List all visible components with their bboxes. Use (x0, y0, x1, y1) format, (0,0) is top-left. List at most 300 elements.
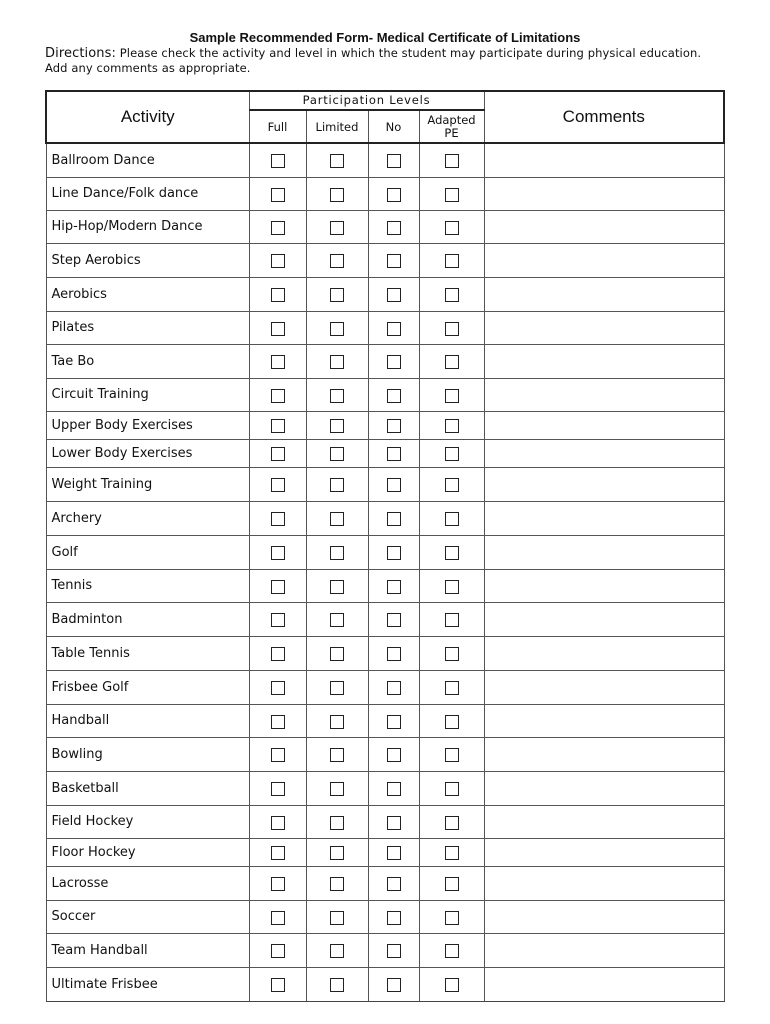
checkbox-limited[interactable] (330, 748, 344, 762)
table-row (46, 771, 724, 805)
table-row (46, 967, 724, 1001)
comments-cell[interactable] (484, 177, 724, 210)
checkbox-no[interactable] (387, 846, 401, 860)
activity-table (45, 90, 725, 1002)
comments-cell[interactable] (484, 344, 724, 378)
activity-name: Golf (46, 535, 249, 569)
level-cell-no (368, 378, 419, 411)
level-cell-no (368, 602, 419, 636)
comments-cell[interactable] (484, 933, 724, 967)
level-cell-adapted-pe (419, 501, 484, 535)
checkbox-no[interactable] (387, 389, 401, 403)
level-cell-no (368, 535, 419, 569)
level-cell-adapted-pe (419, 866, 484, 900)
level-cell-full (249, 535, 306, 569)
checkbox-no[interactable] (387, 288, 401, 302)
checkbox-limited[interactable] (330, 512, 344, 526)
level-limited-header: Limited (306, 110, 368, 143)
checkbox-limited[interactable] (330, 782, 344, 796)
checkbox-no[interactable] (387, 355, 401, 369)
directions-text: Please check the activity and level in which the student may participate during physical education. Add any comments as appropriate. (45, 46, 702, 75)
level-cell-full (249, 866, 306, 900)
table-row (46, 411, 724, 439)
adapted-pe-label: Adapted PE (427, 112, 476, 140)
activity-name: Tennis (46, 569, 249, 602)
checkbox-limited[interactable] (330, 546, 344, 560)
checkbox-adapted-pe[interactable] (445, 846, 459, 860)
comments-cell[interactable] (484, 439, 724, 467)
checkbox-no[interactable] (387, 512, 401, 526)
checkbox-full[interactable] (271, 188, 285, 202)
checkbox-full[interactable] (271, 254, 285, 268)
comments-cell[interactable] (484, 569, 724, 602)
activity-name: Team Handball (46, 933, 249, 967)
activity-name: Bowling (46, 737, 249, 771)
checkbox-full[interactable] (271, 944, 285, 958)
level-cell-limited (306, 967, 368, 1001)
checkbox-no[interactable] (387, 911, 401, 925)
level-cell-full (249, 602, 306, 636)
checkbox-full[interactable] (271, 715, 285, 729)
level-cell-adapted-pe (419, 439, 484, 467)
comments-cell[interactable] (484, 636, 724, 670)
checkbox-adapted-pe[interactable] (445, 512, 459, 526)
checkbox-limited[interactable] (330, 389, 344, 403)
checkbox-adapted-pe[interactable] (445, 419, 459, 433)
checkbox-adapted-pe[interactable] (445, 681, 459, 695)
level-cell-full (249, 467, 306, 501)
table-row (46, 805, 724, 838)
checkbox-no[interactable] (387, 877, 401, 891)
checkbox-adapted-pe[interactable] (445, 816, 459, 830)
activity-name: Tae Bo (46, 344, 249, 378)
level-cell-no (368, 467, 419, 501)
level-adapted-pe-header (419, 110, 484, 143)
table-row (46, 311, 724, 344)
checkbox-no[interactable] (387, 254, 401, 268)
checkbox-adapted-pe[interactable] (445, 647, 459, 661)
table-row (46, 177, 724, 210)
level-cell-limited (306, 670, 368, 704)
level-cell-no (368, 900, 419, 933)
level-cell-adapted-pe (419, 602, 484, 636)
checkbox-adapted-pe[interactable] (445, 389, 459, 403)
level-cell-limited (306, 210, 368, 243)
directions (45, 46, 725, 76)
level-cell-full (249, 569, 306, 602)
comments-cell[interactable] (484, 805, 724, 838)
activity-name: Ultimate Frisbee (46, 967, 249, 1001)
level-cell-limited (306, 311, 368, 344)
activity-name: Badminton (46, 602, 249, 636)
checkbox-limited[interactable] (330, 816, 344, 830)
checkbox-no[interactable] (387, 188, 401, 202)
level-cell-full (249, 771, 306, 805)
table-row (46, 602, 724, 636)
level-cell-full (249, 805, 306, 838)
level-cell-full (249, 501, 306, 535)
level-cell-limited (306, 737, 368, 771)
checkbox-full[interactable] (271, 911, 285, 925)
level-cell-adapted-pe (419, 900, 484, 933)
checkbox-limited[interactable] (330, 978, 344, 992)
level-cell-full (249, 704, 306, 737)
comments-cell[interactable] (484, 704, 724, 737)
checkbox-limited[interactable] (330, 288, 344, 302)
level-full-header: Full (249, 110, 306, 143)
checkbox-adapted-pe[interactable] (445, 613, 459, 627)
checkbox-limited[interactable] (330, 580, 344, 594)
level-cell-no (368, 277, 419, 311)
checkbox-limited[interactable] (330, 877, 344, 891)
level-cell-full (249, 636, 306, 670)
level-cell-adapted-pe (419, 210, 484, 243)
level-cell-limited (306, 704, 368, 737)
level-cell-full (249, 344, 306, 378)
checkbox-full[interactable] (271, 846, 285, 860)
level-cell-adapted-pe (419, 378, 484, 411)
checkbox-limited[interactable] (330, 188, 344, 202)
checkbox-no[interactable] (387, 647, 401, 661)
checkbox-no[interactable] (387, 478, 401, 492)
checkbox-adapted-pe[interactable] (445, 355, 459, 369)
checkbox-adapted-pe[interactable] (445, 580, 459, 594)
checkbox-no[interactable] (387, 681, 401, 695)
level-cell-adapted-pe (419, 243, 484, 277)
level-cell-adapted-pe (419, 411, 484, 439)
comments-cell[interactable] (484, 467, 724, 501)
checkbox-limited[interactable] (330, 715, 344, 729)
table-row (46, 670, 724, 704)
table-row (46, 866, 724, 900)
checkbox-limited[interactable] (330, 478, 344, 492)
level-no-header: No (368, 110, 419, 143)
table-row (46, 378, 724, 411)
table-row (46, 501, 724, 535)
checkbox-adapted-pe[interactable] (445, 877, 459, 891)
activity-name: Lacrosse (46, 866, 249, 900)
level-cell-limited (306, 805, 368, 838)
level-cell-full (249, 439, 306, 467)
checkbox-full[interactable] (271, 154, 285, 168)
activity-name: Step Aerobics (46, 243, 249, 277)
checkbox-no[interactable] (387, 580, 401, 594)
level-cell-no (368, 344, 419, 378)
checkbox-limited[interactable] (330, 846, 344, 860)
checkbox-limited[interactable] (330, 944, 344, 958)
table-row (46, 900, 724, 933)
checkbox-adapted-pe[interactable] (445, 748, 459, 762)
level-cell-no (368, 670, 419, 704)
level-cell-no (368, 411, 419, 439)
level-cell-full (249, 900, 306, 933)
level-cell-no (368, 737, 419, 771)
activity-name: Hip-Hop/Modern Dance (46, 210, 249, 243)
activity-name: Soccer (46, 900, 249, 933)
checkbox-no[interactable] (387, 748, 401, 762)
checkbox-no[interactable] (387, 221, 401, 235)
activity-name: Ballroom Dance (46, 143, 249, 177)
level-cell-limited (306, 378, 368, 411)
checkbox-adapted-pe[interactable] (445, 911, 459, 925)
form-title: Sample Recommended Form- Medical Certificate of Limitations (189, 30, 581, 45)
participation-levels-header: Participation Levels (249, 91, 484, 110)
table-row (46, 636, 724, 670)
checkbox-full[interactable] (271, 748, 285, 762)
checkbox-full[interactable] (271, 447, 285, 461)
table-row (46, 344, 724, 378)
level-cell-no (368, 311, 419, 344)
level-cell-limited (306, 411, 368, 439)
checkbox-adapted-pe[interactable] (445, 978, 459, 992)
level-cell-full (249, 933, 306, 967)
checkbox-full[interactable] (271, 782, 285, 796)
checkbox-full[interactable] (271, 647, 285, 661)
checkbox-full[interactable] (271, 816, 285, 830)
level-cell-adapted-pe (419, 636, 484, 670)
table-row (46, 277, 724, 311)
comments-cell[interactable] (484, 535, 724, 569)
table-row (46, 535, 724, 569)
level-cell-no (368, 143, 419, 177)
level-cell-full (249, 210, 306, 243)
level-cell-adapted-pe (419, 838, 484, 866)
comments-cell[interactable] (484, 967, 724, 1001)
checkbox-adapted-pe[interactable] (445, 154, 459, 168)
checkbox-full[interactable] (271, 546, 285, 560)
checkbox-full[interactable] (271, 978, 285, 992)
checkbox-full[interactable] (271, 389, 285, 403)
checkbox-adapted-pe[interactable] (445, 254, 459, 268)
comments-cell[interactable] (484, 210, 724, 243)
level-cell-limited (306, 344, 368, 378)
level-cell-full (249, 143, 306, 177)
level-cell-limited (306, 838, 368, 866)
level-cell-limited (306, 535, 368, 569)
checkbox-limited[interactable] (330, 154, 344, 168)
checkbox-adapted-pe[interactable] (445, 447, 459, 461)
level-cell-limited (306, 900, 368, 933)
checkbox-full[interactable] (271, 580, 285, 594)
level-cell-full (249, 177, 306, 210)
level-cell-full (249, 670, 306, 704)
level-cell-limited (306, 467, 368, 501)
comments-cell[interactable] (484, 602, 724, 636)
activity-header: Activity (46, 91, 249, 143)
level-cell-no (368, 838, 419, 866)
level-cell-limited (306, 277, 368, 311)
level-cell-limited (306, 569, 368, 602)
checkbox-no[interactable] (387, 447, 401, 461)
table-row (46, 439, 724, 467)
checkbox-no[interactable] (387, 715, 401, 729)
comments-cell[interactable] (484, 243, 724, 277)
level-cell-no (368, 569, 419, 602)
level-cell-adapted-pe (419, 737, 484, 771)
checkbox-limited[interactable] (330, 221, 344, 235)
checkbox-full[interactable] (271, 478, 285, 492)
comments-cell[interactable] (484, 311, 724, 344)
activity-name: Pilates (46, 311, 249, 344)
level-cell-limited (306, 866, 368, 900)
level-cell-limited (306, 636, 368, 670)
comments-cell[interactable] (484, 411, 724, 439)
table-row (46, 243, 724, 277)
level-cell-limited (306, 501, 368, 535)
level-cell-adapted-pe (419, 311, 484, 344)
level-cell-no (368, 439, 419, 467)
level-cell-no (368, 866, 419, 900)
level-cell-adapted-pe (419, 967, 484, 1001)
level-cell-no (368, 805, 419, 838)
comments-cell[interactable] (484, 771, 724, 805)
checkbox-no[interactable] (387, 978, 401, 992)
level-cell-adapted-pe (419, 805, 484, 838)
activity-rows (46, 143, 724, 1001)
checkbox-limited[interactable] (330, 419, 344, 433)
activity-name: Circuit Training (46, 378, 249, 411)
comments-cell[interactable] (484, 378, 724, 411)
level-cell-adapted-pe (419, 569, 484, 602)
level-cell-adapted-pe (419, 535, 484, 569)
level-cell-no (368, 704, 419, 737)
comments-cell[interactable] (484, 737, 724, 771)
table-row (46, 933, 724, 967)
activity-name: Archery (46, 501, 249, 535)
checkbox-full[interactable] (271, 221, 285, 235)
level-cell-adapted-pe (419, 771, 484, 805)
level-cell-full (249, 277, 306, 311)
checkbox-limited[interactable] (330, 681, 344, 695)
level-cell-limited (306, 143, 368, 177)
comments-cell[interactable] (484, 866, 724, 900)
level-cell-limited (306, 439, 368, 467)
table-row (46, 467, 724, 501)
directions-label: Directions: (45, 46, 116, 61)
checkbox-adapted-pe[interactable] (445, 546, 459, 560)
level-cell-full (249, 378, 306, 411)
level-cell-no (368, 243, 419, 277)
level-cell-limited (306, 177, 368, 210)
activity-name: Line Dance/Folk dance (46, 177, 249, 210)
level-cell-no (368, 177, 419, 210)
level-cell-no (368, 967, 419, 1001)
table-row (46, 704, 724, 737)
level-cell-no (368, 501, 419, 535)
table-row (46, 569, 724, 602)
checkbox-full[interactable] (271, 322, 285, 336)
checkbox-full[interactable] (271, 288, 285, 302)
checkbox-limited[interactable] (330, 322, 344, 336)
activity-name: Frisbee Golf (46, 670, 249, 704)
level-cell-adapted-pe (419, 704, 484, 737)
comments-cell[interactable] (484, 670, 724, 704)
level-cell-adapted-pe (419, 670, 484, 704)
level-cell-no (368, 210, 419, 243)
checkbox-limited[interactable] (330, 355, 344, 369)
level-cell-full (249, 311, 306, 344)
comments-cell[interactable] (484, 900, 724, 933)
comments-cell[interactable] (484, 501, 724, 535)
checkbox-full[interactable] (271, 512, 285, 526)
comments-cell[interactable] (484, 143, 724, 177)
table-row (46, 838, 724, 866)
level-cell-limited (306, 771, 368, 805)
level-cell-adapted-pe (419, 177, 484, 210)
checkbox-full[interactable] (271, 355, 285, 369)
checkbox-no[interactable] (387, 154, 401, 168)
checkbox-no[interactable] (387, 944, 401, 958)
checkbox-limited[interactable] (330, 447, 344, 461)
comments-cell[interactable] (484, 838, 724, 866)
level-cell-adapted-pe (419, 467, 484, 501)
checkbox-adapted-pe[interactable] (445, 188, 459, 202)
checkbox-limited[interactable] (330, 254, 344, 268)
comments-header: Comments (484, 91, 724, 143)
checkbox-no[interactable] (387, 322, 401, 336)
activity-name: Field Hockey (46, 805, 249, 838)
activity-name: Floor Hockey (46, 838, 249, 866)
checkbox-adapted-pe[interactable] (445, 944, 459, 958)
checkbox-no[interactable] (387, 816, 401, 830)
activity-name: Aerobics (46, 277, 249, 311)
checkbox-adapted-pe[interactable] (445, 288, 459, 302)
level-cell-no (368, 771, 419, 805)
level-cell-adapted-pe (419, 143, 484, 177)
activity-name: Lower Body Exercises (46, 439, 249, 467)
checkbox-no[interactable] (387, 613, 401, 627)
checkbox-full[interactable] (271, 681, 285, 695)
level-cell-full (249, 967, 306, 1001)
level-cell-limited (306, 243, 368, 277)
comments-cell[interactable] (484, 277, 724, 311)
level-cell-full (249, 838, 306, 866)
checkbox-no[interactable] (387, 782, 401, 796)
level-cell-adapted-pe (419, 933, 484, 967)
checkbox-adapted-pe[interactable] (445, 322, 459, 336)
level-cell-no (368, 636, 419, 670)
checkbox-full[interactable] (271, 877, 285, 891)
level-cell-limited (306, 602, 368, 636)
level-cell-no (368, 933, 419, 967)
checkbox-limited[interactable] (330, 647, 344, 661)
checkbox-adapted-pe[interactable] (445, 478, 459, 492)
activity-name: Basketball (46, 771, 249, 805)
level-cell-full (249, 411, 306, 439)
level-cell-adapted-pe (419, 344, 484, 378)
checkbox-no[interactable] (387, 546, 401, 560)
checkbox-limited[interactable] (330, 613, 344, 627)
checkbox-full[interactable] (271, 419, 285, 433)
activity-name: Handball (46, 704, 249, 737)
table-row (46, 143, 724, 177)
table-row (46, 210, 724, 243)
checkbox-limited[interactable] (330, 911, 344, 925)
level-cell-limited (306, 933, 368, 967)
level-cell-adapted-pe (419, 277, 484, 311)
activity-name: Upper Body Exercises (46, 411, 249, 439)
checkbox-full[interactable] (271, 613, 285, 627)
level-cell-full (249, 737, 306, 771)
level-cell-full (249, 243, 306, 277)
checkbox-adapted-pe[interactable] (445, 221, 459, 235)
checkbox-no[interactable] (387, 419, 401, 433)
checkbox-adapted-pe[interactable] (445, 782, 459, 796)
checkbox-adapted-pe[interactable] (445, 715, 459, 729)
table-row (46, 737, 724, 771)
activity-name: Weight Training (46, 467, 249, 501)
activity-name: Table Tennis (46, 636, 249, 670)
